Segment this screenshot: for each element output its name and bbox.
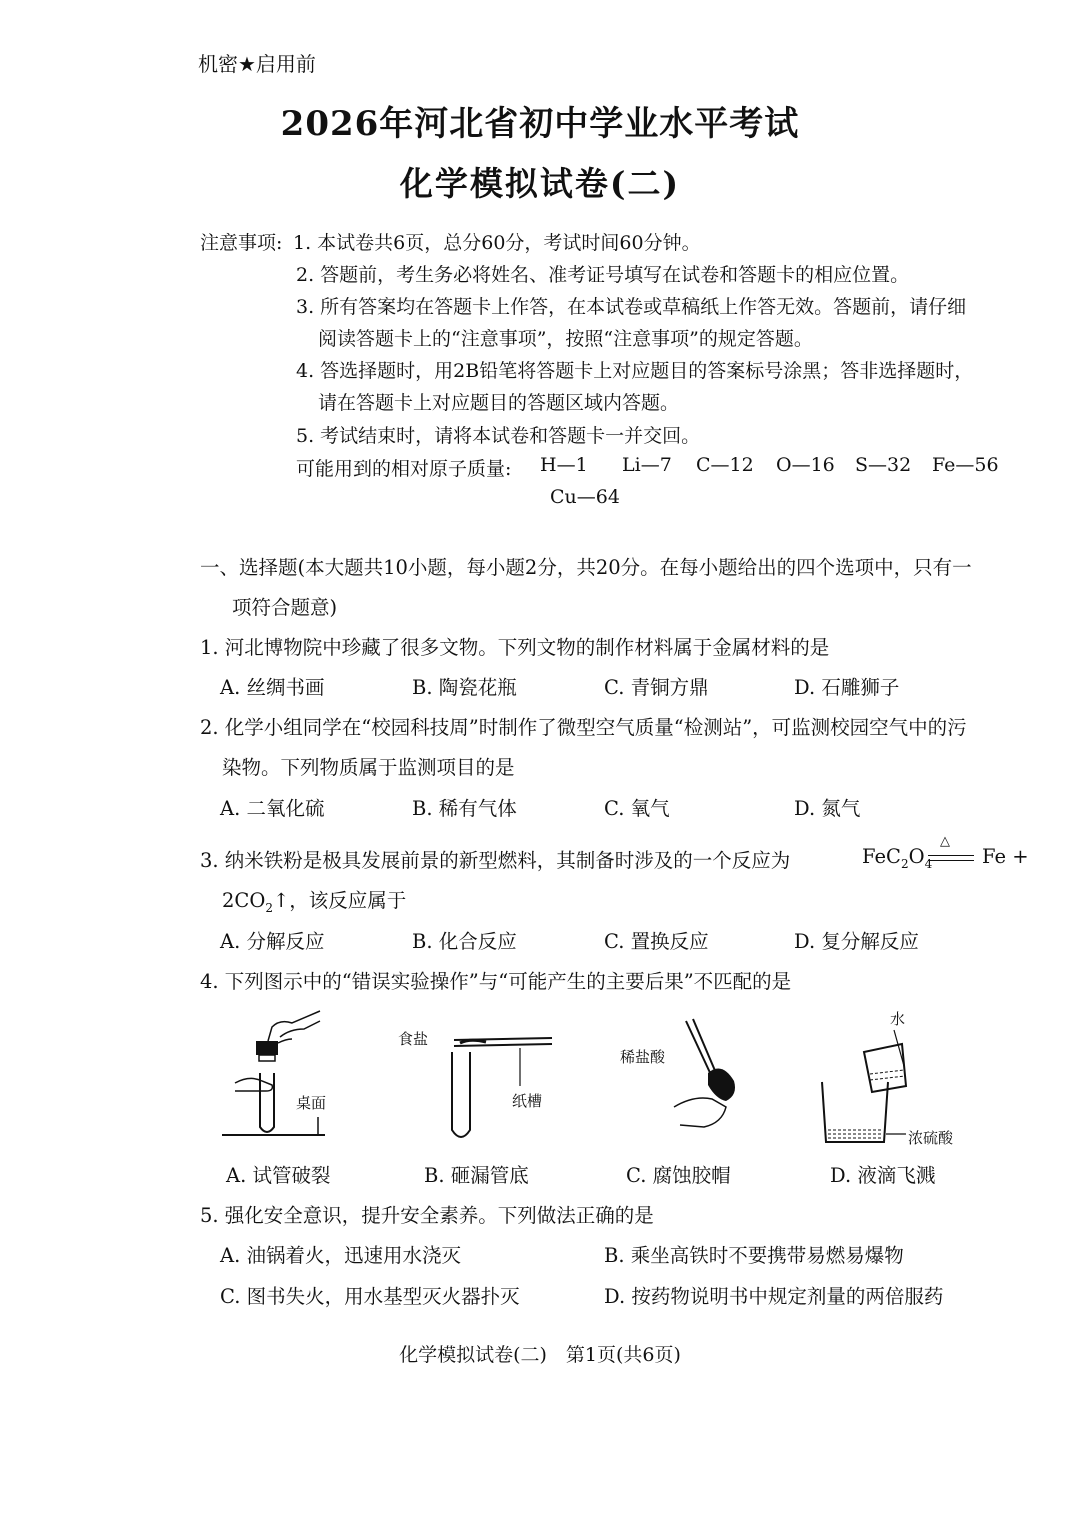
page-footer: 化学模拟试卷(二) 第1页(共6页) [399,1344,681,1366]
q1-option-b: B. 陶瓷花瓶 [412,676,517,699]
atomic-mass-fe: Fe—56 [932,454,999,476]
figure-a-test-tube [220,1005,330,1140]
figure-a-label-desktop: 桌面 [296,1094,327,1112]
q1-option-d: D. 石雕狮子 [794,676,900,699]
q1-stem: 1. 河北博物院中珍藏了很多文物。下列文物的制作材料属于金属材料的是 [200,636,830,659]
atomic-mass-h: H—1 [540,454,588,476]
atomic-mass-o: O—16 [776,454,835,476]
section1-heading-cont: 项符合题意) [232,596,338,619]
q4-option-d: D. 液滴飞溅 [830,1164,936,1187]
figure-b-label-paper-groove: 纸槽 [512,1092,543,1110]
atomic-mass-label: 可能用到的相对原子质量: [296,458,512,480]
q2-option-d: D. 氮气 [794,797,861,820]
confidential-mark: 机密★启用前 [198,52,316,76]
atomic-mass-li: Li—7 [622,454,672,476]
q3-option-b: B. 化合反应 [412,930,517,953]
q2-option-a: A. 二氧化硫 [220,797,325,820]
exam-title: 2026年河北省初中学业水平考试 [280,104,800,144]
q5-stem: 5. 强化安全意识，提升安全素养。下列做法正确的是 [200,1204,654,1227]
q1-option-c: C. 青铜方鼎 [604,676,709,699]
q3-product-fe: Fe + [982,845,1029,868]
q3-option-c: C. 置换反应 [604,930,709,953]
note-item-4-cont: 请在答题卡上对应题目的答题区域内答题。 [318,392,680,414]
q5-option-c: C. 图书失火，用水基型灭火器扑灭 [220,1285,520,1308]
q5-option-d: D. 按药物说明书中规定剂量的两倍服药 [604,1285,944,1308]
note-item-5: 5. 考试结束时，请将本试卷和答题卡一并交回。 [296,425,701,447]
q4-option-c: C. 腐蚀胶帽 [626,1164,731,1187]
q3-reactant: $FeC_2O_4$ [862,845,933,871]
q3-option-d: D. 复分解反应 [794,930,919,953]
q2-stem-cont: 染物。下列物质属于监测项目的是 [222,756,515,779]
atomic-mass-s: S—32 [855,454,912,476]
notes-label: 注意事项: [200,232,283,254]
q3-option-a: A. 分解反应 [220,930,325,953]
figure-d-label-water: 水 [890,1010,906,1028]
note-item-2: 2. 答题前，考生务必将姓名、准考证号填写在试卷和答题卡的相应位置。 [296,264,910,286]
q2-option-c: C. 氧气 [604,797,670,820]
q4-option-a: A. 试管破裂 [226,1164,331,1187]
q4-stem: 4. 下列图示中的“错误实验操作”与“可能产生的主要后果”不匹配的是 [200,970,792,993]
atomic-mass-cu: Cu—64 [550,486,620,508]
q4-option-b: B. 砸漏管底 [424,1164,529,1187]
note-item-1: 1. 本试卷共6页，总分60分，考试时间60分钟。 [293,232,701,254]
figure-c-dropper [660,1015,760,1140]
figure-b-label-salt: 食盐 [398,1030,429,1048]
note-item-4: 4. 答选择题时，用2B铅笔将答题卡上对应题目的答案标号涂黑；答非选择题时， [296,360,974,382]
figure-d-label-sulfuric-acid: 浓硫酸 [908,1129,954,1147]
section1-heading: 一、选择题(本大题共10小题，每小题2分，共20分。在每小题给出的四个选项中，只有一 [200,556,972,579]
q1-option-a: A. 丝绸书画 [220,676,325,699]
note-item-3: 3. 所有答案均在答题卡上作答，在本试卷或草稿纸上作答无效。答题前，请仔细 [296,296,967,318]
figure-d-beakers [818,1020,908,1148]
q5-option-a: A. 油锅着火，迅速用水浇灭 [220,1244,461,1267]
q3-equals-line-top [928,855,974,856]
q5-option-b: B. 乘坐高铁时不要携带易燃易爆物 [604,1244,904,1267]
q3-condition-heat: △ [940,834,950,849]
q3-stem-cont: $2CO_2↑$，该反应属于 [222,889,407,915]
atomic-mass-c: C—12 [696,454,754,476]
q3-equals-line-bottom [928,860,974,861]
q2-option-b: B. 稀有气体 [412,797,517,820]
note-item-3-cont: 阅读答题卡上的“注意事项”，按照“注意事项”的规定答题。 [318,328,813,350]
q2-stem: 2. 化学小组同学在“校园科技周”时制作了微型空气质量“检测站”，可监测校园空气中的污 [200,716,967,739]
q3-stem: 3. 纳米铁粉是极具发展前景的新型燃料，其制备时涉及的一个反应为 [200,849,791,872]
figure-b-test-tube-paper [440,1028,560,1148]
exam-subtitle: 化学模拟试卷(二) [399,164,681,203]
figure-c-label-acid: 稀盐酸 [620,1048,666,1066]
